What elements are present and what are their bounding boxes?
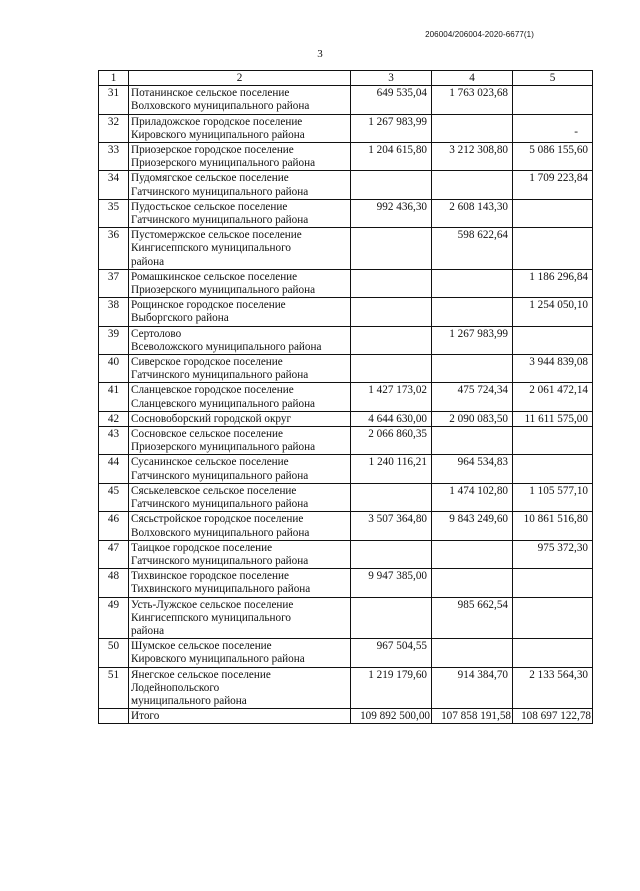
total-c5: 108 697 122,78	[513, 709, 593, 724]
amount-c5	[513, 326, 593, 354]
municipality-name-line: Тихвинское городское поселение	[131, 570, 289, 583]
row-number: 32	[99, 114, 129, 142]
amount-c3	[351, 298, 432, 326]
amount-c3: 1 240 116,21	[351, 455, 432, 483]
total-c4: 107 858 191,58	[432, 709, 513, 724]
municipality-name-line: Шумское сельское поселение	[131, 640, 272, 653]
document-id: 206004/206004-2020-6677(1)	[425, 30, 534, 39]
amount-c3	[351, 228, 432, 270]
row-number: 46	[99, 512, 129, 540]
municipality-name	[129, 114, 351, 142]
municipality-name-line: Сиверское городское поселение	[131, 356, 283, 369]
amount-c3	[351, 483, 432, 511]
municipality-name-line: Пудостьское сельское поселение	[131, 200, 288, 213]
municipality-name	[129, 411, 351, 426]
row-number: 44	[99, 455, 129, 483]
table-row	[99, 114, 593, 142]
municipality-name	[129, 269, 351, 297]
amount-c4: 9 843 249,60	[432, 512, 513, 540]
amount-c4	[432, 639, 513, 667]
municipality-name-line: Пудомягское сельское поселение	[131, 172, 289, 185]
row-number: 35	[99, 199, 129, 227]
amount-c4: 1 267 983,99	[432, 326, 513, 354]
municipality-name-line: Гатчинского муниципального района	[131, 214, 309, 227]
amount-c3: 9 947 385,00	[351, 569, 432, 597]
amount-c4: 3 212 308,80	[432, 143, 513, 171]
header-cell-1: 1	[99, 71, 129, 86]
municipality-name-line: Волховского муниципального района	[131, 526, 310, 539]
amount-c4: 2 608 143,30	[432, 199, 513, 227]
municipality-name-line: Кировского муниципального района	[131, 653, 305, 666]
municipality-name	[129, 298, 351, 326]
municipality-name-line: района	[131, 255, 165, 268]
municipality-name	[129, 199, 351, 227]
amount-c3: 1 267 983,99	[351, 114, 432, 142]
municipality-name-line: Усть-Лужское сельское поселение	[131, 598, 294, 611]
amount-c3	[351, 326, 432, 354]
table-row	[99, 383, 593, 411]
amount-c3	[351, 269, 432, 297]
municipality-name-line: Приозерское городское поселение	[131, 144, 294, 157]
amount-c5	[513, 199, 593, 227]
amount-c5: 3 944 839,08	[513, 355, 593, 383]
total-c3: 109 892 500,00	[351, 709, 432, 724]
row-number: 51	[99, 667, 129, 709]
amount-c4: 1 763 023,68	[432, 86, 513, 114]
table-row	[99, 298, 593, 326]
amount-c4: 914 384,70	[432, 667, 513, 709]
table-row	[99, 427, 593, 455]
municipality-name-line: муниципального района	[131, 694, 247, 707]
municipality-name-line: Сертолово	[131, 327, 182, 340]
amount-c3: 4 644 630,00	[351, 411, 432, 426]
municipality-name	[129, 639, 351, 667]
amount-c4: 598 622,64	[432, 228, 513, 270]
total-row	[99, 709, 593, 724]
municipality-name-line: Рощинское городское поселение	[131, 299, 286, 312]
row-number: 48	[99, 569, 129, 597]
municipality-name	[129, 355, 351, 383]
municipality-name-line: Сусанинское сельское поселение	[131, 456, 289, 469]
table-row	[99, 411, 593, 426]
amount-c4: 475 724,34	[432, 383, 513, 411]
municipality-name	[129, 597, 351, 639]
municipality-name-line: Гатчинского муниципального района	[131, 469, 309, 482]
amount-c3: 967 504,55	[351, 639, 432, 667]
amount-c3: 1 204 615,80	[351, 143, 432, 171]
municipality-name	[129, 569, 351, 597]
municipality-name-line: Сосновское сельское поселение	[131, 428, 283, 441]
row-number: 39	[99, 326, 129, 354]
municipality-name-line: Потанинское сельское поселение	[131, 87, 290, 100]
amount-c5: 1 105 577,10	[513, 483, 593, 511]
municipality-name	[129, 483, 351, 511]
municipality-name-line: Кингисеппского муниципального	[131, 611, 292, 624]
municipality-name-line: Выборгского района	[131, 312, 229, 325]
amount-c3: 1 219 179,60	[351, 667, 432, 709]
amount-c4	[432, 355, 513, 383]
dash-mark: -	[574, 125, 578, 138]
table-row	[99, 512, 593, 540]
municipality-name	[129, 540, 351, 568]
amount-c5: 2 061 472,14	[513, 383, 593, 411]
amount-c5	[513, 86, 593, 114]
amount-c5: 5 086 155,60	[513, 143, 593, 171]
header-cell-4: 4	[432, 71, 513, 86]
municipality-name-line: района	[131, 624, 165, 637]
amount-c5	[513, 597, 593, 639]
row-number: 36	[99, 228, 129, 270]
table-row	[99, 597, 593, 639]
municipality-name-line: Сясьстройское городское поселение	[131, 513, 304, 526]
municipality-name-line: Тихвинского муниципального района	[131, 583, 311, 596]
municipality-name	[129, 427, 351, 455]
row-number: 37	[99, 269, 129, 297]
municipality-name	[129, 326, 351, 354]
amount-c5: 2 133 564,30	[513, 667, 593, 709]
row-number: 42	[99, 411, 129, 426]
municipality-name	[129, 143, 351, 171]
amount-c3: 1 427 173,02	[351, 383, 432, 411]
row-number: 33	[99, 143, 129, 171]
table-row	[99, 199, 593, 227]
amount-c5: 1 186 296,84	[513, 269, 593, 297]
header-cell-3: 3	[351, 71, 432, 86]
table-row	[99, 540, 593, 568]
amount-c3	[351, 171, 432, 199]
municipality-name-line: Гатчинского муниципального района	[131, 369, 309, 382]
amount-c5	[513, 228, 593, 270]
amount-c4	[432, 269, 513, 297]
amount-c5	[513, 569, 593, 597]
municipality-name-line: Сланцевское городское поселение	[131, 384, 294, 397]
municipality-name-line: Таицкое городское поселение	[131, 541, 273, 554]
municipality-name	[129, 383, 351, 411]
amount-c5: 1 709 223,84	[513, 171, 593, 199]
row-number: 47	[99, 540, 129, 568]
municipality-name-line: Волховского муниципального района	[131, 100, 310, 113]
amount-c3: 649 535,04	[351, 86, 432, 114]
table-row	[99, 228, 593, 270]
amount-c4: 964 534,83	[432, 455, 513, 483]
row-number: 43	[99, 427, 129, 455]
amount-c4: 985 662,54	[432, 597, 513, 639]
table-row	[99, 355, 593, 383]
municipality-name-line: Гатчинского муниципального района	[131, 185, 309, 198]
municipality-name-line: Приозерского муниципального района	[131, 157, 316, 170]
header-cell-2: 2	[129, 71, 351, 86]
amount-c4	[432, 114, 513, 142]
amount-c5: 975 372,30	[513, 540, 593, 568]
row-number: 41	[99, 383, 129, 411]
amount-c4	[432, 569, 513, 597]
amount-c5: 11 611 575,00	[513, 411, 593, 426]
amount-c5	[513, 427, 593, 455]
amount-c5	[513, 455, 593, 483]
row-number: 40	[99, 355, 129, 383]
row-number: 45	[99, 483, 129, 511]
municipality-name-line: Ромашкинское сельское поселение	[131, 270, 298, 283]
row-number: 34	[99, 171, 129, 199]
amount-c3	[351, 597, 432, 639]
row-number: 50	[99, 639, 129, 667]
total-number-cell	[99, 709, 129, 724]
municipality-name-line: Кировского муниципального района	[131, 128, 305, 141]
municipality-name-line: Лодейнопольского	[131, 681, 220, 694]
table-row	[99, 171, 593, 199]
municipality-name-line: Пустомержское сельское поселение	[131, 229, 302, 242]
amount-c4	[432, 427, 513, 455]
municipality-name-line: Гатчинского муниципального района	[131, 498, 309, 511]
row-number: 31	[99, 86, 129, 114]
amount-c5: 10 861 516,80	[513, 512, 593, 540]
table-row	[99, 455, 593, 483]
municipality-name	[129, 228, 351, 270]
municipality-name	[129, 455, 351, 483]
municipality-name-line: Сосновоборский городской округ	[131, 412, 292, 425]
amount-c4	[432, 171, 513, 199]
row-number: 49	[99, 597, 129, 639]
table-row	[99, 326, 593, 354]
municipality-name	[129, 512, 351, 540]
amount-c3: 992 436,30	[351, 199, 432, 227]
municipality-name-line: Приозерского муниципального района	[131, 284, 316, 297]
municipality-name-line: Янегское сельское поселение	[131, 668, 271, 681]
amount-c4: 2 090 083,50	[432, 411, 513, 426]
municipality-name	[129, 86, 351, 114]
municipality-name-line: Гатчинского муниципального района	[131, 554, 309, 567]
municipality-name-line: Приозерского муниципального района	[131, 441, 316, 454]
municipality-name	[129, 667, 351, 709]
table-row	[99, 86, 593, 114]
municipality-name-line: Сяськелевское сельское поселение	[131, 484, 297, 497]
table-row	[99, 269, 593, 297]
municipality-name-line: Приладожское городское поселение	[131, 115, 303, 128]
municipality-name-line: Кингисеппского муниципального	[131, 242, 292, 255]
amount-c3: 3 507 364,80	[351, 512, 432, 540]
municipality-name-line: Всеволожского муниципального района	[131, 340, 322, 353]
amount-c3	[351, 355, 432, 383]
table-header-row	[99, 71, 593, 86]
table-row	[99, 143, 593, 171]
table-row	[99, 483, 593, 511]
total-label: Итого	[129, 709, 351, 724]
table-row	[99, 667, 593, 709]
amount-c4	[432, 540, 513, 568]
table-row	[99, 569, 593, 597]
page-number: 3	[317, 48, 323, 60]
municipality-name-line: Сланцевского муниципального района	[131, 397, 316, 410]
amount-c5: 1 254 050,10	[513, 298, 593, 326]
amount-c5	[513, 114, 593, 142]
amount-c5	[513, 639, 593, 667]
amount-c4	[432, 298, 513, 326]
table-row	[99, 639, 593, 667]
amount-c3	[351, 540, 432, 568]
amount-c3: 2 066 860,35	[351, 427, 432, 455]
allocation-table	[98, 70, 593, 724]
row-number: 38	[99, 298, 129, 326]
amount-c4: 1 474 102,80	[432, 483, 513, 511]
municipality-name	[129, 171, 351, 199]
header-cell-5: 5	[513, 71, 593, 86]
